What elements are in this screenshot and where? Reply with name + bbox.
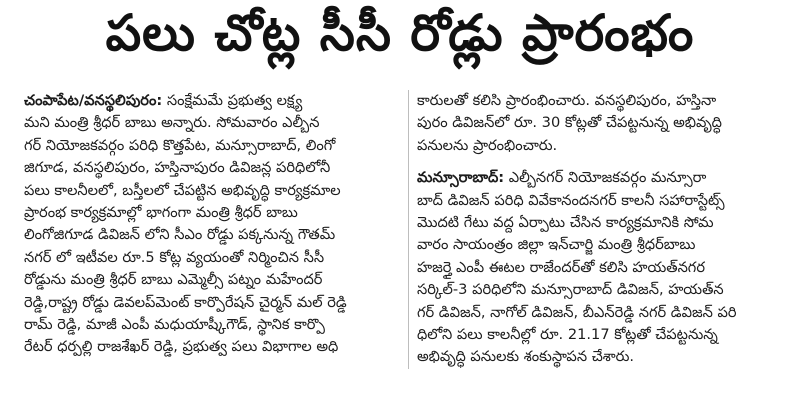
article-line bbox=[24, 90, 404, 112]
article-line: పనులను ప్రారంభించారు. bbox=[417, 136, 558, 154]
article-line bbox=[417, 167, 789, 189]
dateline: మన్సూరాబాద్: bbox=[417, 169, 505, 187]
article-line: గర్ డివిజన్, నాగోల్ డివిజన్, బీఎన్‌రెడ్డి నగర్ డివిజన్ పరి bbox=[417, 303, 737, 321]
article-line: ధిలోని పలు కాలనీల్లో రూ. 21.17 కోట్లతో చేపట్టనున్న bbox=[417, 325, 718, 343]
article-text: సంక్షేమమే ప్రభుత్వ లక్ష్య bbox=[162, 92, 303, 109]
article-line: నగర్ లో ఇటీవల రూ.5 కోట్ల వ్యయంతో నిర్మించిన సీసీ bbox=[24, 248, 325, 266]
article-left-column bbox=[24, 90, 404, 359]
article-line: బాద్ డివిజన్ పరిధి వివేకానందనగర్ కాలనీ సహారాస్టేట్స్ bbox=[417, 191, 725, 209]
article-line: రామ్ రెడ్డి, మాజీ ఎంపీ మధుయాష్కీగౌడ్, స్థానిక కార్పొ bbox=[24, 315, 325, 333]
article-text: ఎల్బీనగర్ నియోజకవర్గం మన్సూరా bbox=[504, 169, 707, 187]
article-line: వారం సాయంత్రం జిల్లా ఇన్‌చార్జి మంత్రి శ్రీధర్‌బాబు bbox=[417, 236, 696, 254]
article-line: రేటర్ ధర్పల్లి రాజశేఖర్ రెడ్డి, ప్రభుత్వ పలు విభాగాల అధి bbox=[24, 338, 339, 356]
article-line: మొదటి గేటు వద్ద ఏర్పాటు చేసిన కార్యక్రమానికి సోమ bbox=[417, 213, 714, 231]
article-line: ప్రారంభ కార్యక్రమాల్లో భాగంగా మంత్రి శ్రీధర్ బాబు bbox=[24, 203, 298, 221]
article-line: జిగూడ, వనస్థలిపురం, హస్తినాపురం డివిజన్ల పరిధిలోనీ bbox=[24, 159, 331, 177]
article-line: గర్ నియోజకవర్గం పరిధి కొత్తపేట, మన్సూరాబాద్, లింగో bbox=[24, 136, 336, 154]
article-line: పురం డివిజన్‌లో రూ. 30 కోట్లతో చేపట్టనున్న అభివృద్ధి bbox=[417, 114, 722, 132]
headline: పలు చోట్ల సీసీ రోడ్లు ప్రారంభం bbox=[105, 3, 695, 62]
article-right-column bbox=[408, 90, 789, 369]
paragraph-gap bbox=[417, 157, 789, 167]
article-line: కారులతో కలిసి ప్రారంభించారు. వనస్థలిపురం, హస్తినా bbox=[417, 92, 717, 109]
dateline: చంపాపేట/వనస్థలిపురం: bbox=[24, 92, 163, 109]
article-line: లింగోజిగూడ డివిజన్ లోని సీఎం రోడ్డు పక్కనున్న గౌతమ్ bbox=[24, 226, 336, 244]
article-line: పలు కాలనీలలో, బస్తీలలో చేపట్టిన అభివృద్ధి కార్యక్రమాల bbox=[24, 181, 341, 199]
article-line: హజర్తై ఎంపీ ఈటల రాజేందర్‌తో కలిసి హయత్‌నగర bbox=[417, 258, 705, 276]
article-line: అభివృద్ధి పనులకు శంకుస్థాపన చేశారు. bbox=[417, 348, 635, 366]
article-line: మని మంత్రి శ్రీధర్ బాబు అన్నారు. సోమవారం ఎల్బీన bbox=[24, 114, 320, 132]
article-line: రోడ్డును మంత్రి శ్రీధర్ బాబు ఎమ్మెల్సీ పట్నం మహేందర్ bbox=[24, 271, 323, 289]
article-line: సర్కిల్-3 పరిధిలోని మన్సూరాబాద్ డివిజన్, హయత్‌న bbox=[417, 281, 724, 299]
article-line: రెడ్డి,రాష్ట్ర రోడ్డు డెవలప్‌మెంట్ కార్పొరేషన్ చైర్మన్ మల్ రెడ్డి bbox=[24, 293, 347, 311]
